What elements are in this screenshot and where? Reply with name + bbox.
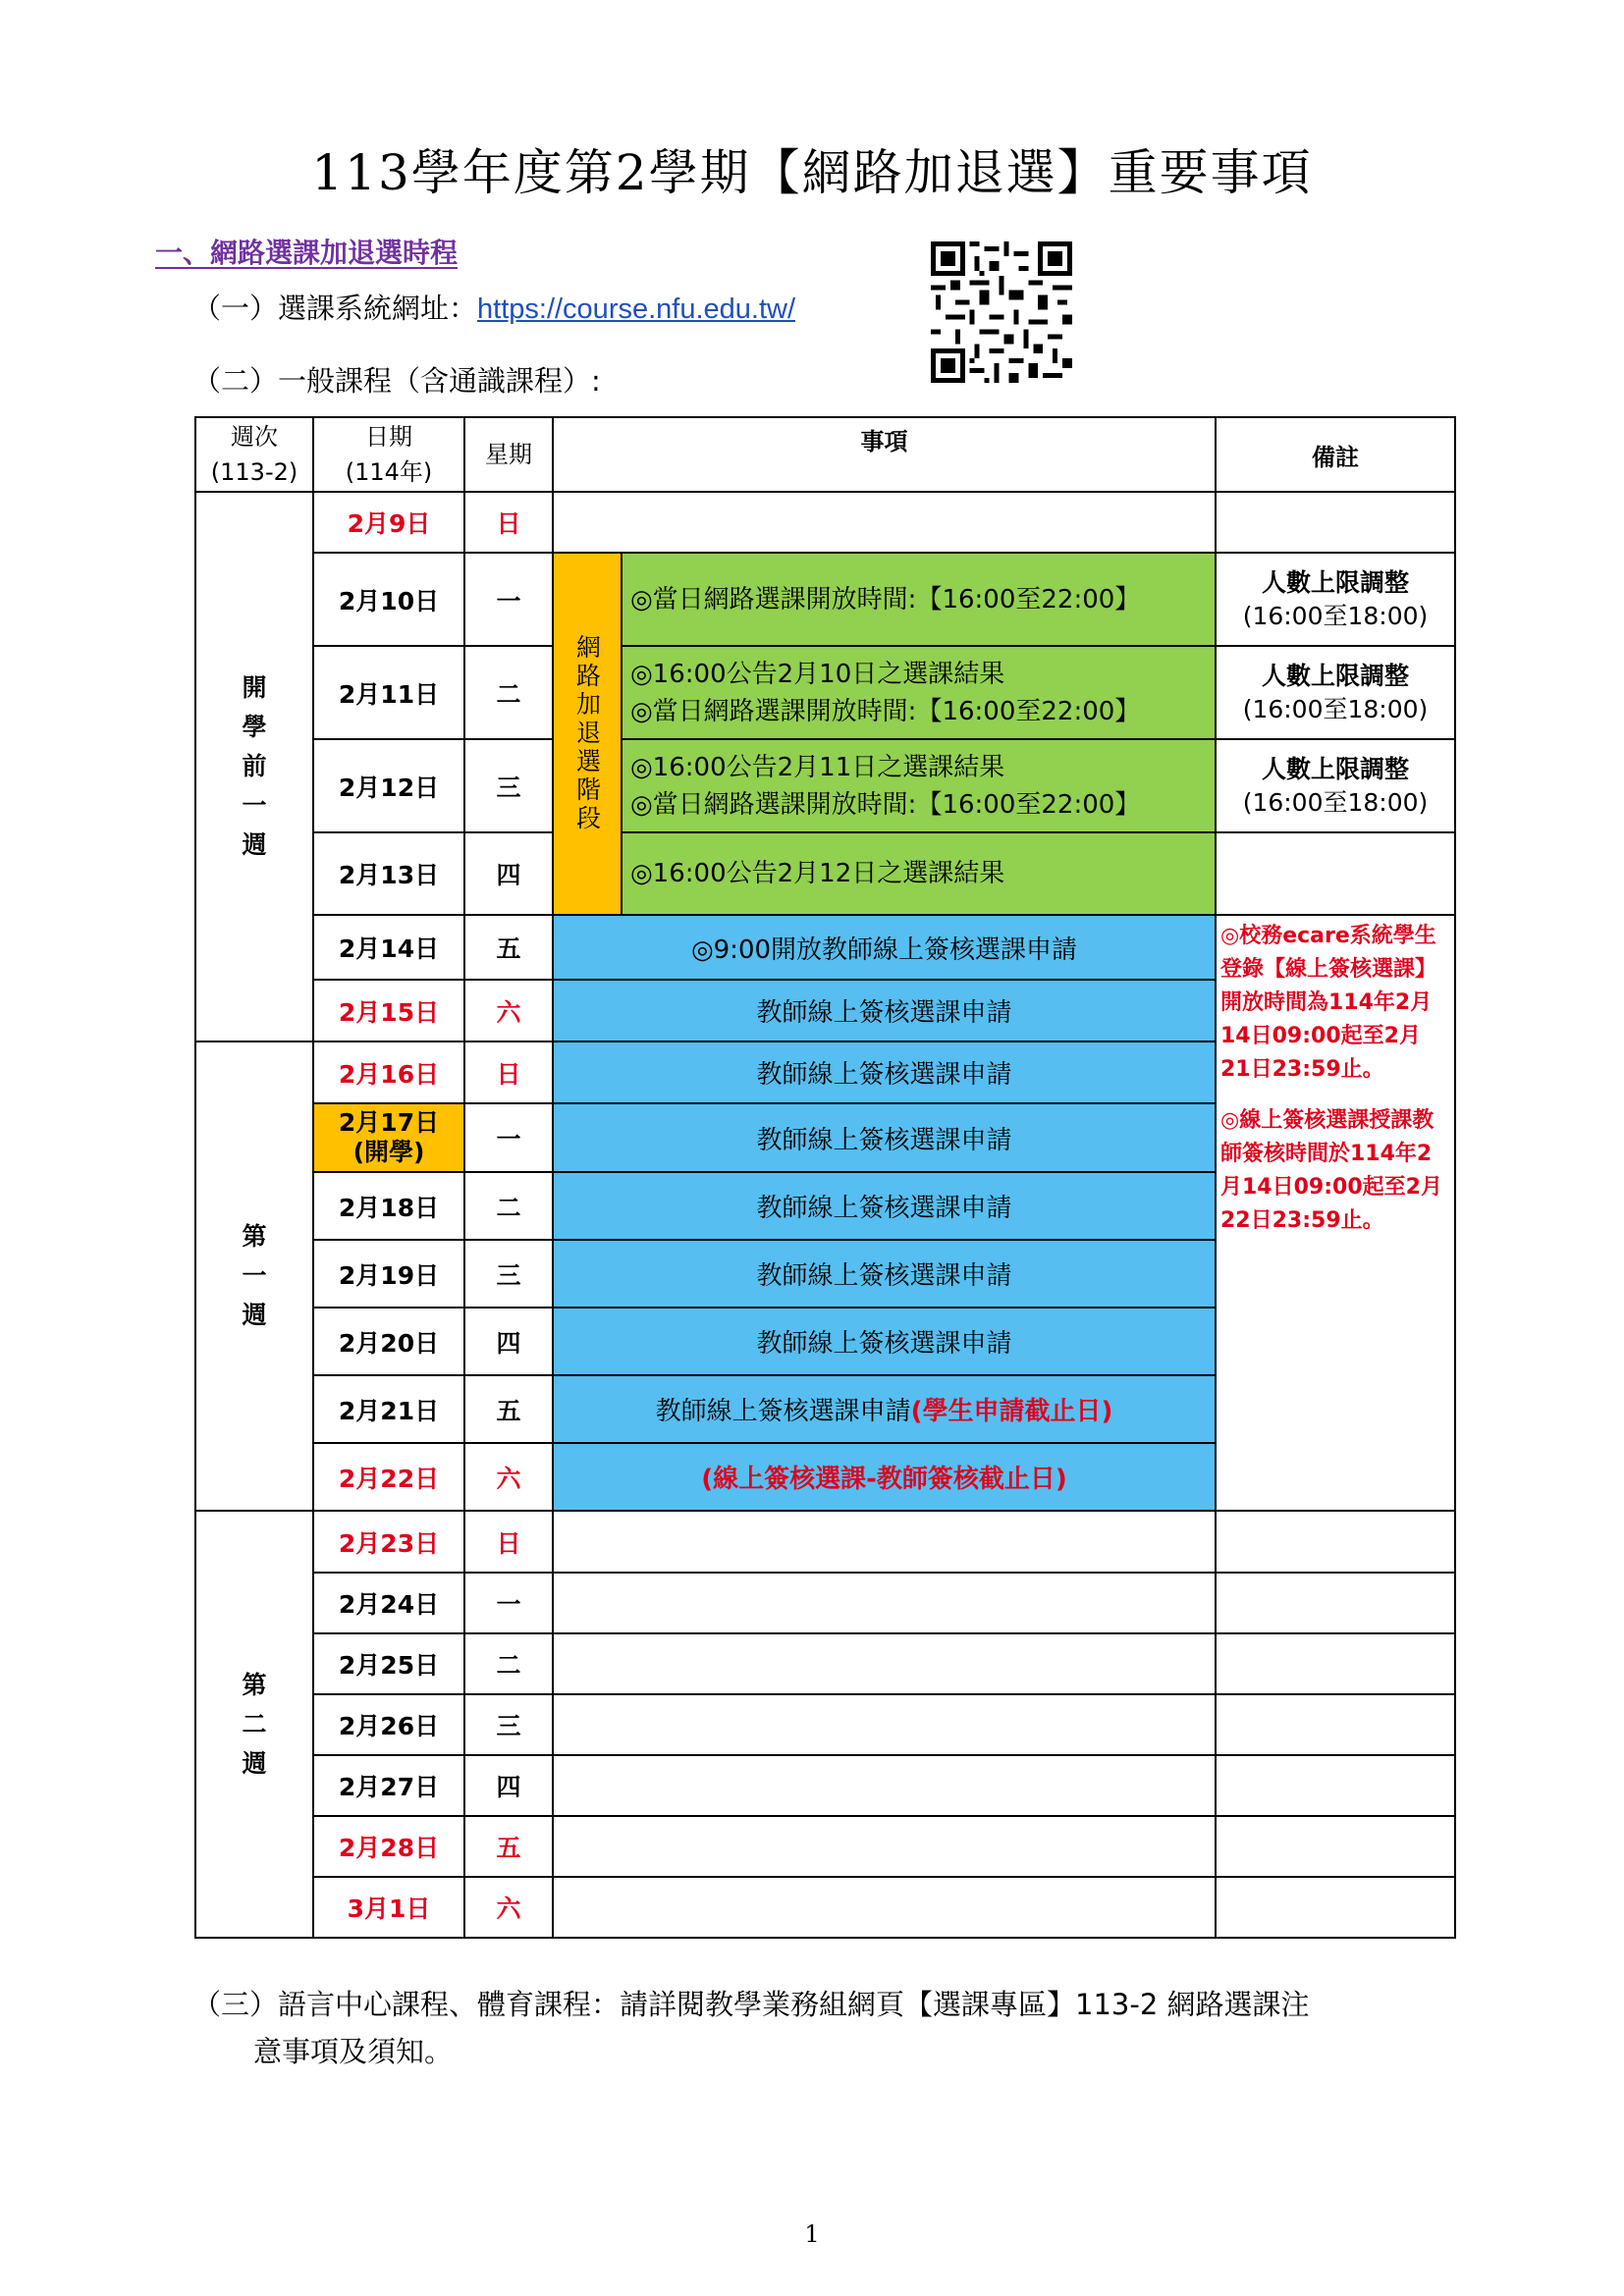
- date-cell: 2月11日: [313, 646, 464, 739]
- course-system-link[interactable]: https://course.nfu.edu.tw/: [477, 294, 796, 325]
- item-cell: 教師線上簽核選課申請: [553, 980, 1216, 1041]
- table-row: [195, 1816, 1455, 1877]
- week-label-pre: 開 學 前 一 週: [195, 492, 313, 1041]
- weekday-cell: 五: [464, 1816, 553, 1877]
- item-cell: [553, 492, 1216, 553]
- weekday-cell: 一: [464, 1573, 553, 1633]
- qr-code-icon: [931, 241, 1072, 383]
- note-cell: 人數上限調整 (16:00至18:00): [1216, 646, 1455, 739]
- table-row: [195, 1877, 1455, 1938]
- note-cell: 人數上限調整 (16:00至18:00): [1216, 553, 1455, 646]
- item-cell: 教師線上簽核選課申請: [553, 1172, 1216, 1240]
- weekday-cell: 六: [464, 1443, 553, 1511]
- item-cell: [553, 1816, 1216, 1877]
- weekday-cell: 五: [464, 1375, 553, 1443]
- date-cell: 2月16日: [313, 1041, 464, 1103]
- date-cell: 2月28日: [313, 1816, 464, 1877]
- item-cell: 教師線上簽核選課申請: [553, 1103, 1216, 1172]
- date-cell: 2月12日: [313, 739, 464, 832]
- week-label-2: 第 二 週: [195, 1511, 313, 1938]
- date-cell: 2月23日: [313, 1511, 464, 1573]
- item-cell: 教師線上簽核選課申請: [553, 1308, 1216, 1375]
- date-cell: 2月24日: [313, 1573, 464, 1633]
- table-row: [195, 915, 1455, 980]
- course-system-line: [192, 287, 795, 327]
- header-item: 事項: [553, 417, 1216, 492]
- header-weekday: 星期: [464, 417, 553, 492]
- note-cell: [1216, 1816, 1455, 1877]
- table-row: [195, 553, 1455, 646]
- table-header-row: [195, 417, 1455, 492]
- side-note-cell: [1216, 915, 1455, 1511]
- item-cell: ◎當日網路選課開放時間:【16:00至22:00】: [622, 553, 1216, 646]
- item-cell: 教師線上簽核選課申請: [553, 1041, 1216, 1103]
- table-row: [195, 1573, 1455, 1633]
- weekday-cell: 日: [464, 1511, 553, 1573]
- item-cell: [553, 1694, 1216, 1755]
- weekday-cell: 一: [464, 553, 553, 646]
- table-row: [195, 1633, 1455, 1694]
- table-row: [195, 739, 1455, 832]
- item-cell: ◎16:00公告2月11日之選課結果 ◎當日網路選課開放時間:【16:00至22:00】: [622, 739, 1216, 832]
- note-cell: [1216, 1877, 1455, 1938]
- date-cell: 3月1日: [313, 1877, 464, 1938]
- date-cell: 2月20日: [313, 1308, 464, 1375]
- weekday-cell: 日: [464, 492, 553, 553]
- header-note: 備註: [1216, 417, 1455, 492]
- phase-label: 網路加退選階段: [553, 553, 622, 915]
- weekday-cell: 三: [464, 1694, 553, 1755]
- date-cell: 2月18日: [313, 1172, 464, 1240]
- date-cell: 2月25日: [313, 1633, 464, 1694]
- item-cell: 教師線上簽核選課申請: [553, 1240, 1216, 1308]
- weekday-cell: 六: [464, 980, 553, 1041]
- table-row: [195, 646, 1455, 739]
- language-sports-courses-note: （三）語言中心課程、體育課程：請詳閱教學業務組網頁【選課專區】113-2 網路選課注 意事項及須知。: [192, 1988, 1310, 2068]
- date-cell: 2月14日: [313, 915, 464, 980]
- item-cell: [553, 1573, 1216, 1633]
- table-row: [195, 1694, 1455, 1755]
- item-cell: [553, 1511, 1216, 1573]
- table-row: [195, 492, 1455, 553]
- table-row: [195, 1511, 1455, 1573]
- weekday-cell: 二: [464, 1633, 553, 1694]
- item-cell: 教師線上簽核選課申請(學生申請截止日): [553, 1375, 1216, 1443]
- weekday-cell: 二: [464, 646, 553, 739]
- table-row: [195, 1755, 1455, 1816]
- schedule-table: [194, 416, 1456, 1939]
- note-cell: [1216, 832, 1455, 915]
- item-cell: ◎16:00公告2月10日之選課結果 ◎當日網路選課開放時間:【16:00至22:00】: [622, 646, 1216, 739]
- item-cell: [553, 1633, 1216, 1694]
- note-cell: [1216, 1694, 1455, 1755]
- week-label-1: 第 一 週: [195, 1041, 313, 1511]
- weekday-cell: 三: [464, 739, 553, 832]
- course-system-label: （一）選課系統網址：: [192, 292, 478, 325]
- page-number: 1: [804, 2220, 820, 2248]
- weekday-cell: 三: [464, 1240, 553, 1308]
- date-cell: 2月10日: [313, 553, 464, 646]
- weekday-cell: 二: [464, 1172, 553, 1240]
- note-cell: [1216, 1633, 1455, 1694]
- note-cell: [1216, 1573, 1455, 1633]
- header-date: 日期 (114年): [313, 417, 464, 492]
- date-cell: 2月19日: [313, 1240, 464, 1308]
- item-cell: (線上簽核選課-教師簽核截止日): [553, 1443, 1216, 1511]
- weekday-cell: 四: [464, 1308, 553, 1375]
- item-cell: ◎16:00公告2月12日之選課結果: [622, 832, 1216, 915]
- date-cell: 2月13日: [313, 832, 464, 915]
- weekday-cell: 六: [464, 1877, 553, 1938]
- weekday-cell: 五: [464, 915, 553, 980]
- table-row: [195, 832, 1455, 915]
- section-heading: 一、網路選課加退選時程: [155, 237, 459, 269]
- date-cell: 2月9日: [313, 492, 464, 553]
- date-cell: 2月21日: [313, 1375, 464, 1443]
- weekday-cell: 四: [464, 832, 553, 915]
- weekday-cell: 日: [464, 1041, 553, 1103]
- date-cell: 2月26日: [313, 1694, 464, 1755]
- date-cell: 2月22日: [313, 1443, 464, 1511]
- note-cell: [1216, 1755, 1455, 1816]
- item-cell: ◎9:00開放教師線上簽核選課申請: [553, 915, 1216, 980]
- page-title: 113學年度第2學期【網路加退選】重要事項: [311, 144, 1313, 201]
- side-note-teacher: ◎線上簽核選課授課教師簽核時間於114年2月14日09:00起至2月22日23:59止。: [1220, 1108, 1442, 1233]
- weekday-cell: 一: [464, 1103, 553, 1172]
- item-cell: [553, 1755, 1216, 1816]
- date-cell: 2月15日: [313, 980, 464, 1041]
- item-cell: [553, 1877, 1216, 1938]
- side-note-ecare: ◎校務ecare系統學生登錄【線上簽核選課】開放時間為114年2月14日09:00起至2月21日23:59止。: [1220, 924, 1437, 1082]
- date-cell: 2月27日: [313, 1755, 464, 1816]
- note-cell: [1216, 1511, 1455, 1573]
- general-courses-heading: （二）一般課程（含通識課程）:: [192, 364, 601, 398]
- weekday-cell: 四: [464, 1755, 553, 1816]
- note-cell: [1216, 492, 1455, 553]
- date-cell: 2月17日 (開學): [313, 1103, 464, 1172]
- header-week: 週次 (113-2): [195, 417, 313, 492]
- note-cell: 人數上限調整 (16:00至18:00): [1216, 739, 1455, 832]
